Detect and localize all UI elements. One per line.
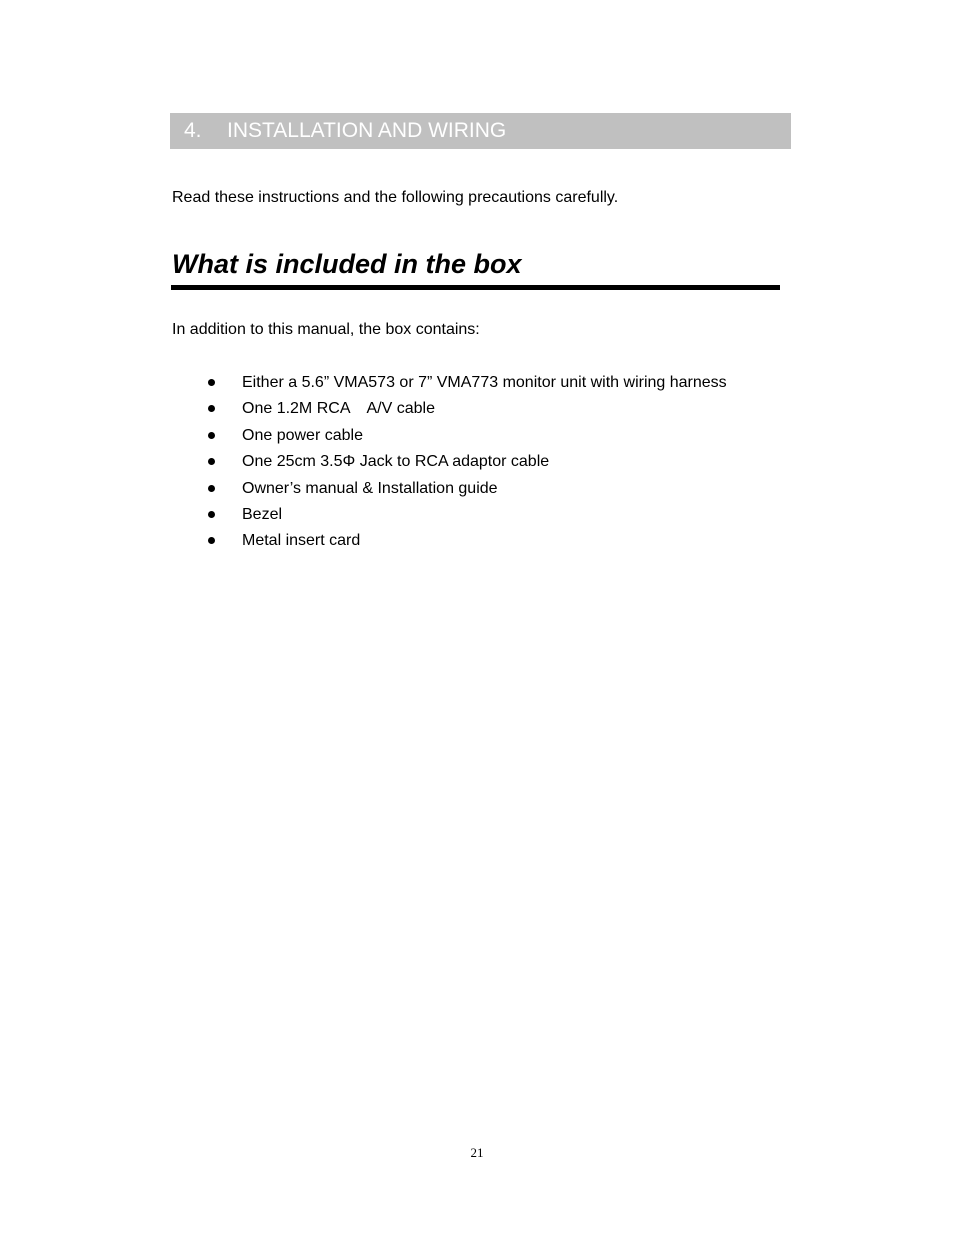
list-item-text: One 1.2M RCA A/V cable — [242, 400, 435, 418]
bullet-icon — [208, 432, 215, 439]
contents-intro: In addition to this manual, the box contains: — [172, 321, 480, 338]
list-item-text: One 25cm 3.5Φ Jack to RCA adaptor cable — [242, 453, 550, 471]
bullet-icon — [208, 537, 215, 544]
page-heading: What is included in the box — [172, 249, 522, 279]
bullet-icon — [208, 511, 215, 518]
bullet-icon — [208, 405, 215, 412]
list-item-text: One power cable — [242, 426, 363, 444]
page-number: 21 — [470, 1145, 484, 1160]
list-item-text: Owner’s manual & Installation guide — [242, 479, 498, 497]
bullet-icon — [208, 458, 215, 465]
list-item-text: Metal insert card — [242, 532, 361, 550]
list-item-text: Bezel — [242, 505, 283, 523]
heading-underline — [171, 285, 780, 290]
section-number: 4. — [184, 119, 202, 142]
intro-paragraph: Read these instructions and the following precautions carefully. — [172, 189, 619, 206]
bullet-icon — [208, 379, 215, 386]
bullet-icon — [208, 485, 215, 492]
list-item-text: Either a 5.6” VMA573 or 7” VMA773 monitor unit with wiring harness — [242, 374, 727, 391]
section-title: INSTALLATION AND WIRING — [227, 119, 507, 142]
section-header — [170, 113, 791, 149]
